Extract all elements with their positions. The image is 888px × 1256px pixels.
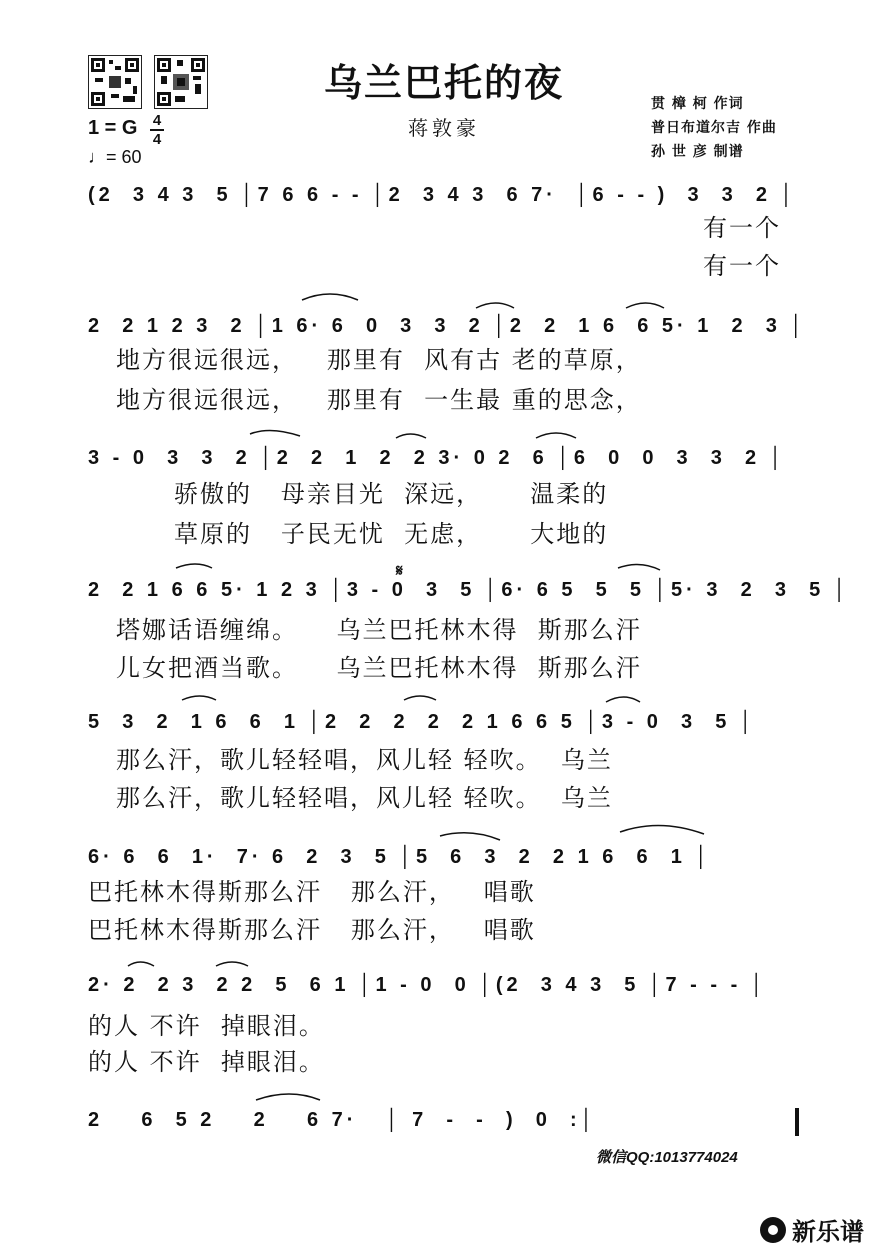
notation-line-6: 6· 6 6 1· 7· 6 2 3 5 │5 6 3 2 2 1 6 6 1 │ — [88, 846, 712, 868]
notation-line-5: 5 3 2 1 6 6 1 │2 2 2 2 2 1 6 6 5 │3 - 0 3 5 │ — [88, 711, 757, 733]
lyric-line-2-verse-2: 地方很远很远， 那里有 一生最 重的思念， — [116, 386, 642, 414]
lyric-line-6-verse-1: 巴托林木得斯那么汗 那么汗， 唱歌 — [88, 878, 536, 906]
singer-name: 蒋敦豪 — [408, 116, 480, 140]
lyric-line-1-verse-2: 有一个 — [703, 252, 781, 280]
key-signature: 1 = G — [88, 117, 138, 139]
notation-line-1: (2 3 4 3 5 │7 6 6 - - │2 3 4 3 6 7· │6 - - ) 3 3 2 │ — [88, 184, 798, 206]
lyric-line-5-verse-1: 那么汗，歌儿轻轻唱，风儿轻 轻吹。 乌兰 — [116, 746, 613, 774]
notation-line-8: 2 6 5 2 2 6 7· │ 7 - - ) 0 :│ — [88, 1109, 598, 1131]
lyric-line-2-verse-1: 地方很远很远， 那里有 风有古 老的草原， — [116, 346, 642, 374]
lyric-line-1-verse-1: 有一个 — [703, 214, 781, 242]
lyric-line-4-verse-2: 儿女把酒当歌。 乌兰巴托林木得 斯那么汗 — [116, 654, 642, 682]
time-denominator: 4 — [152, 131, 162, 148]
contact-info: 微信QQ:1013774024 — [596, 1149, 738, 1166]
segno-icon: 𝄋 — [396, 561, 403, 580]
notation-line-2: 2 2 1 2 3 2 │1 6· 6 0 3 3 2 │2 2 1 6 6 5· 1 2 3 │ — [88, 315, 807, 337]
arranger-credit: 孙 世 彦 制谱 — [651, 144, 744, 160]
lyricist-credit: 贯 樟 柯 作词 — [651, 96, 744, 112]
notation-line-3: 3 - 0 3 3 2 │2 2 1 2 2 3· 0 2 6 │6 0 0 3 3 2 │ — [88, 447, 787, 469]
lyric-line-6-verse-2: 巴托林木得斯那么汗 那么汗， 唱歌 — [88, 916, 536, 944]
lyric-line-3-verse-2: 草原的 子民无忧 无虑， 大地的 — [174, 520, 609, 548]
brand-name: 新乐谱 — [792, 1218, 864, 1246]
notation-line-4: 2 2 1 6 6 5· 1 2 3 │3 - 0 3 5 │6· 6 5 5 5 │5· 3 2 3 5 │ — [88, 579, 851, 601]
lyric-line-7-verse-2: 的人 不许 掉眼泪。 — [88, 1048, 325, 1076]
composer-credit: 普日布道尔吉 作曲 — [651, 120, 777, 136]
vinyl-record-icon — [760, 1217, 786, 1243]
time-numerator: 4 — [152, 112, 162, 129]
notation-line-7: 2· 2 2 3 2 2 5 6 1 │1 - 0 0 │(2 3 4 3 5 │7 - - - │ — [88, 974, 768, 996]
lyric-line-3-verse-1: 骄傲的 母亲目光 深远， 温柔的 — [174, 480, 609, 508]
lyric-line-5-verse-2: 那么汗，歌儿轻轻唱，风儿轻 轻吹。 乌兰 — [116, 784, 613, 812]
lyric-line-4-verse-1: 塔娜话语缠绵。 乌兰巴托林木得 斯那么汗 — [116, 616, 642, 644]
tempo-marking: ♩= 60 — [88, 147, 142, 167]
song-title: 乌兰巴托的夜 — [323, 61, 564, 105]
lyric-line-7-verse-1: 的人 不许 掉眼泪。 — [88, 1012, 325, 1040]
brand-logo — [760, 1212, 864, 1247]
